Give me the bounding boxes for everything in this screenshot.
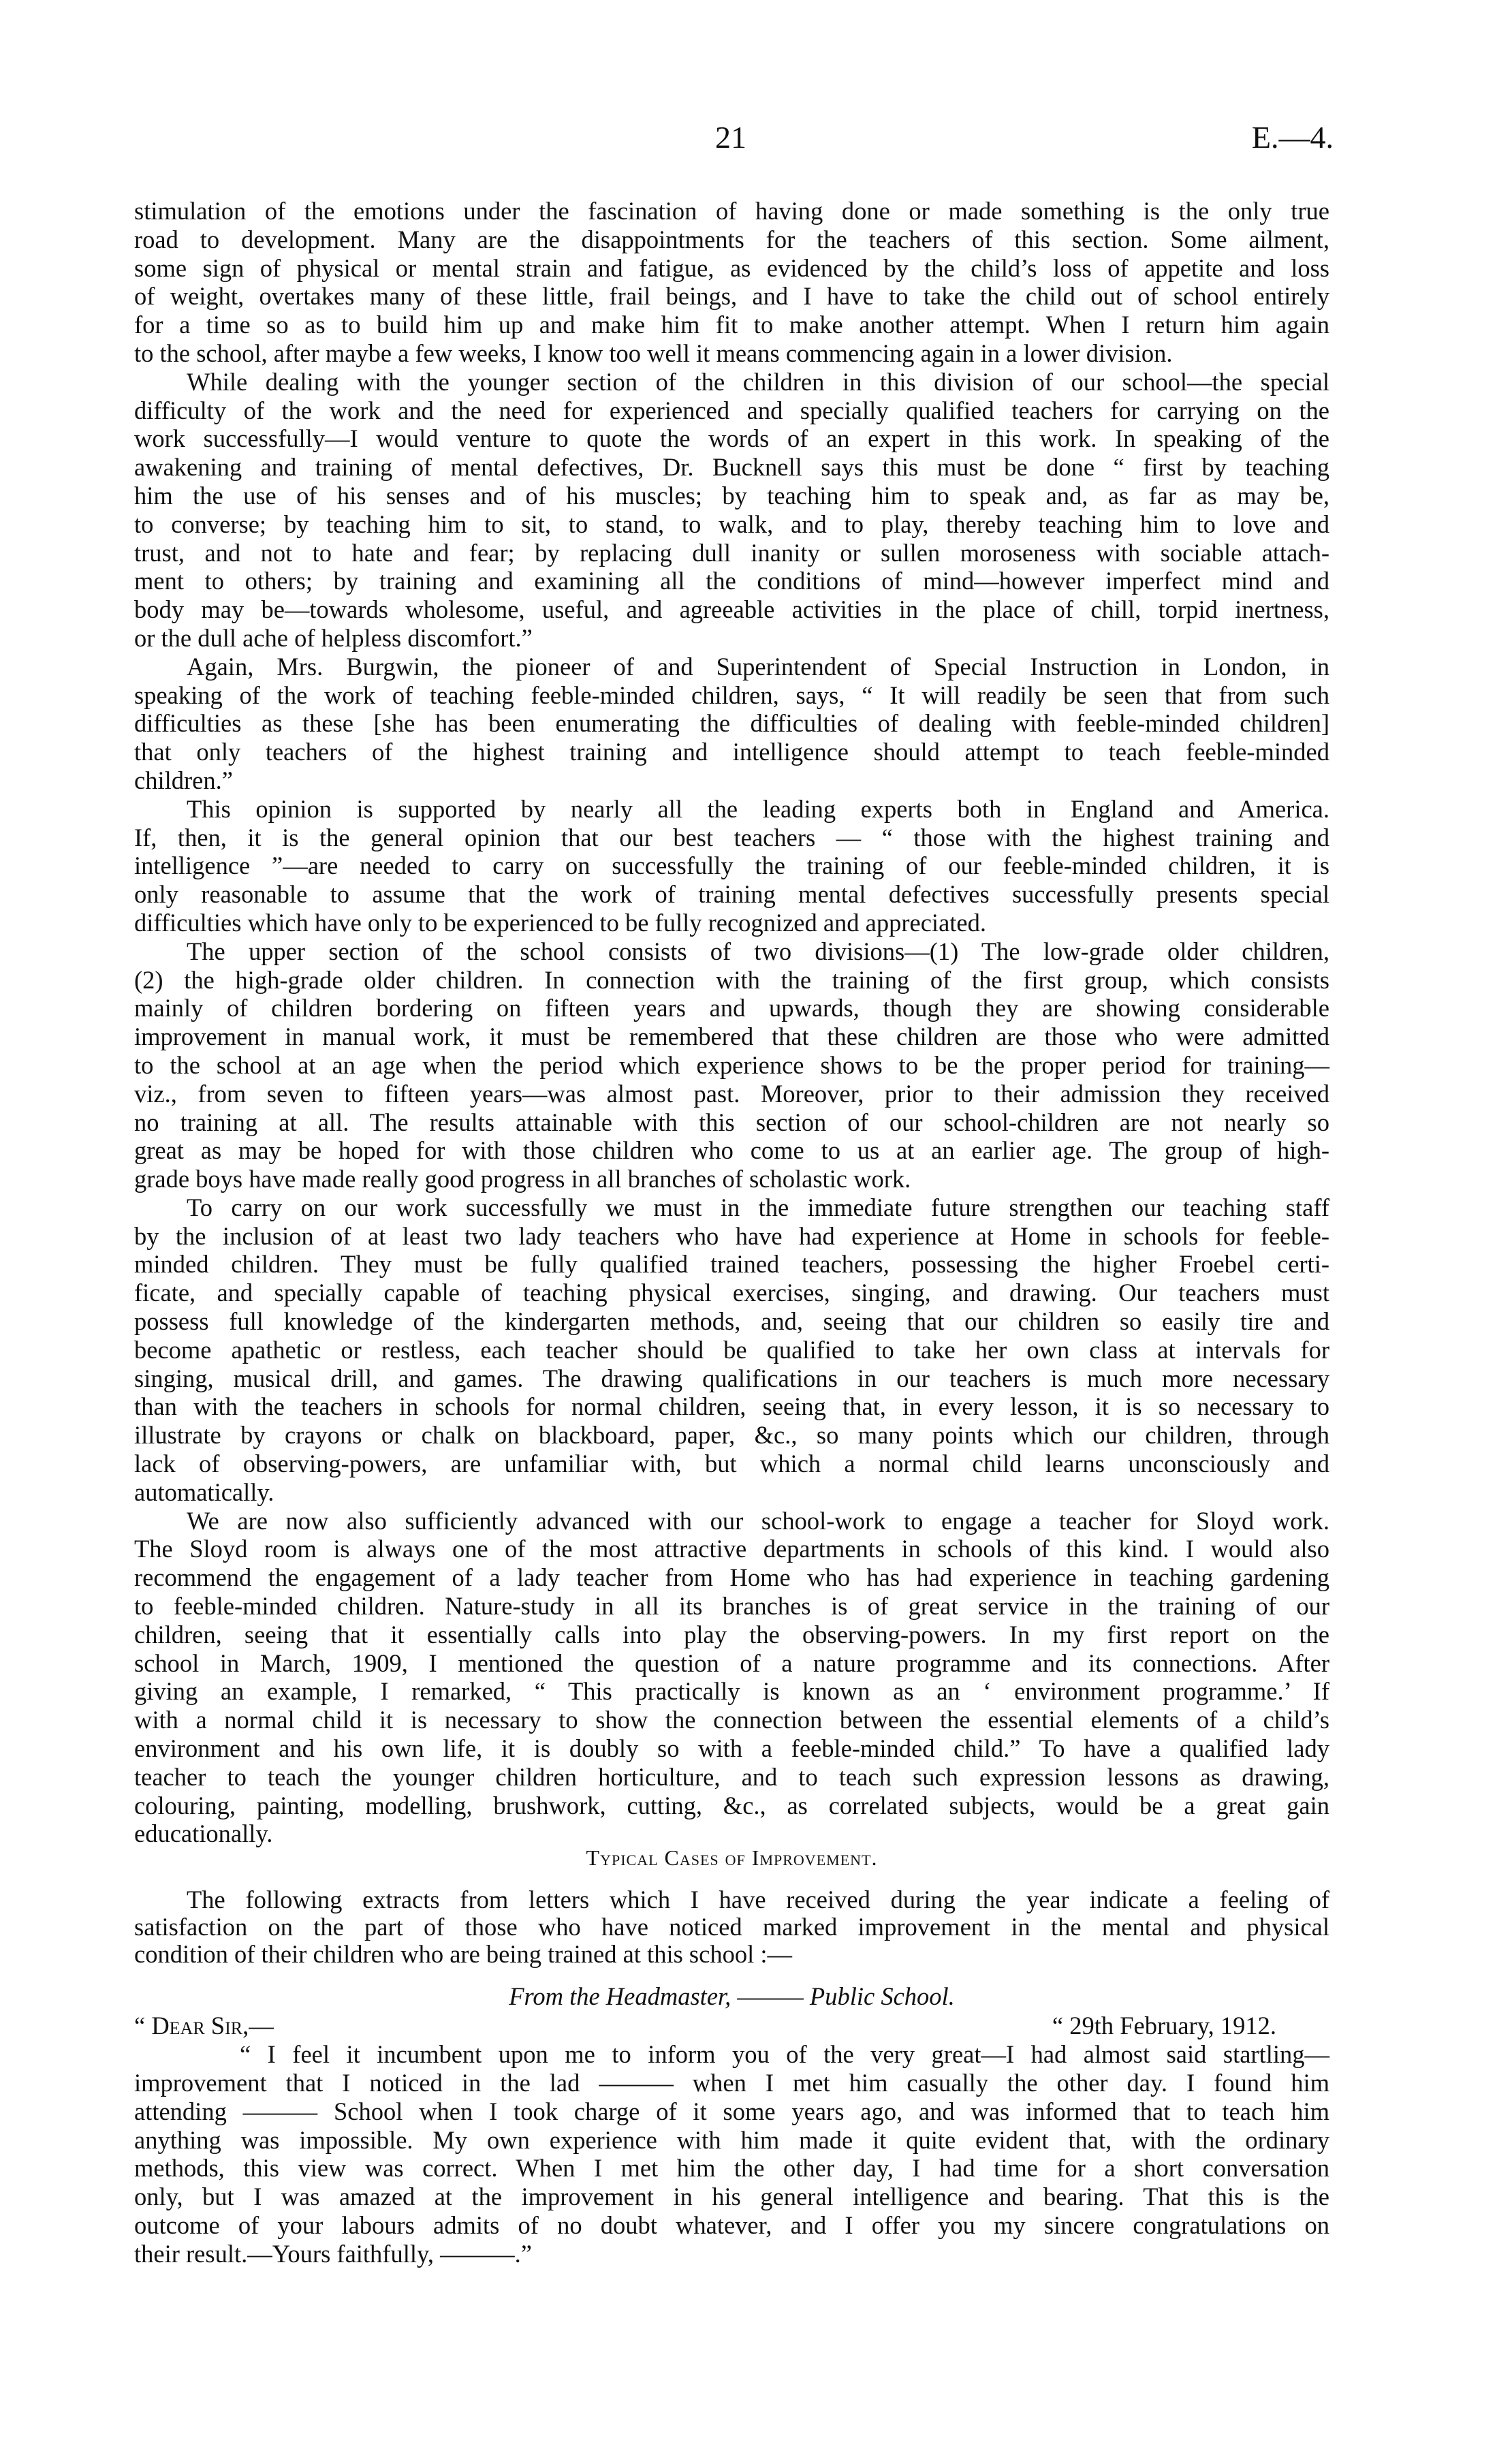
text-line: intelligence ”—are needed to carry on successfully the training of our feeble-minded children, it is (134, 851, 1329, 880)
text-line: speaking of the work of teaching feeble-minded children, says, “ It will readily be seen that from such (134, 681, 1329, 709)
page-number: 21 (715, 120, 746, 155)
text-line: ficate, and specially capable of teaching physical exercises, singing, and drawing. Our teachers must (134, 1279, 1329, 1307)
text-line: road to development. Many are the disappointments for the teachers of this section. Some ailment, (134, 225, 1329, 253)
text-line: environment and his own life, it is doubly so with a feeble-minded child.” To have a qualified lady (134, 1734, 1329, 1763)
intro-paragraph (134, 1886, 1329, 1968)
body-paragraphs (134, 197, 1329, 1848)
document-body (134, 197, 1329, 2268)
text-line: their result.—Yours faithfully, ———.” (134, 2239, 532, 2268)
text-line: difficulty of the work and the need for experienced and specially qualified teachers for carrying on the (134, 396, 1329, 424)
text-line: giving an example, I remarked, “ This practically is known as an ‘ environment programme.’ If (134, 1677, 1329, 1706)
text-line: him the use of his senses and of his muscles; by teaching him to speak and, as far as may be, (134, 481, 1329, 510)
text-line: singing, musical drill, and games. The drawing qualifications in our teachers is much more necessary (134, 1364, 1329, 1392)
text-line: to converse; by teaching him to sit, to stand, to walk, and to play, thereby teaching him to love and (134, 510, 1329, 538)
text-line: to the school at an age when the period which experience shows to be the proper period for training— (134, 1050, 1329, 1079)
paragraph (134, 368, 1329, 653)
paragraph (134, 197, 1329, 368)
text-line: To carry on our work successfully we must in the immediate future strengthen our teaching staff (187, 1193, 1329, 1221)
document-reference: E.—4. (1251, 120, 1334, 155)
text-line: no training at all. The results attainable with this section of our school-children are not nearly so (134, 1108, 1329, 1136)
text-line: children, seeing that it essentially calls into play the observing-powers. In my first report on the (134, 1620, 1329, 1648)
text-line: become apathetic or restless, each teacher should be qualified to take her own class at intervals for (134, 1335, 1329, 1364)
text-line: awakening and training of mental defectives, Dr. Bucknell says this must be done “ first by teaching (134, 453, 1329, 482)
paragraph (134, 1193, 1329, 1507)
text-line: or the dull ache of helpless discomfort.” (134, 623, 533, 652)
text-line: The following extracts from letters which I have received during the year indicate a feeling of (187, 1886, 1329, 1914)
text-line: educationally. (134, 1819, 273, 1848)
text-line: We are now also sufficiently advanced with our school-work to engage a teacher for Sloyd work. (187, 1506, 1329, 1535)
text-line: viz., from seven to fifteen years—was almost past. Moreover, prior to their admission they received (134, 1079, 1329, 1108)
text-line: improvement that I noticed in the lad ——— when I met him casually the other day. I found him (134, 2069, 1329, 2097)
text-line: work successfully—I would venture to quote the words of an expert in this work. In speaking of the (134, 424, 1329, 453)
text-line: difficulties as these [she has been enumerating the difficulties of dealing with feeble-minded children] (134, 709, 1329, 738)
text-line: colouring, painting, modelling, brushwork, cutting, &c., as correlated subjects, would be a great gain (134, 1791, 1329, 1819)
paragraph (134, 937, 1329, 1193)
paragraph (134, 1507, 1329, 1849)
text-line: satisfaction on the part of those who have noticed marked improvement in the mental and physical (134, 1913, 1329, 1941)
text-line: attending ——— School when I took charge of it some years ago, and was informed that to teach him (134, 2097, 1329, 2125)
text-line: difficulties which have only to be experienced to be fully recognized and appreciated. (134, 908, 986, 937)
text-line: only reasonable to assume that the work of training mental defectives successfully presents special (134, 880, 1329, 909)
text-line: stimulation of the emotions under the fascination of having done or made something is the only true (134, 197, 1329, 225)
letter-source: From the Headmaster, ——— Public School. (509, 1982, 955, 2011)
text-line: This opinion is supported by nearly all the leading experts both in England and America. (187, 794, 1329, 823)
text-line: ment to others; by training and examining all the conditions of mind—however imperfect mind and (134, 567, 1329, 595)
text-line: grade boys have made really good progress in all branches of scholastic work. (134, 1165, 911, 1193)
text-line: that only teachers of the highest training and intelligence should attempt to teach feeble-minded (134, 738, 1329, 766)
text-line: for a time so as to build him up and make him fit to make another attempt. When I return him again (134, 311, 1329, 339)
text-line: condition of their children who are being trained at this school :— (134, 1940, 792, 1969)
text-line: children.” (134, 766, 233, 794)
text-line: only, but I was amazed at the improvement in his general intelligence and bearing. That this is the (134, 2183, 1329, 2211)
section-heading: Typical Cases of Improvement. (586, 1845, 878, 1871)
paragraph (134, 1886, 1329, 1968)
text-line: body may be—towards wholesome, useful, and agreeable activities in the place of chill, torpid inertness, (134, 595, 1329, 624)
text-line: school in March, 1909, I mentioned the question of a nature programme and its connections. After (134, 1648, 1329, 1677)
text-line: mainly of children bordering on fifteen years and upwards, though they are showing considerable (134, 994, 1329, 1022)
text-line: trust, and not to hate and fear; by replacing dull inanity or sullen moroseness with sociable attach- (134, 538, 1329, 567)
text-line: “ I feel it incumbent upon me to inform you of the very great—I had almost said startling— (240, 2040, 1329, 2069)
text-line: automatically. (134, 1478, 274, 1506)
text-line: some sign of physical or mental strain and fatigue, as evidenced by the child’s loss of appetite and loss (134, 253, 1329, 282)
text-line: The upper section of the school consists of two divisions—(1) The low-grade older children, (187, 937, 1329, 965)
text-line: The Sloyd room is always one of the most attractive departments in schools of this kind. I would also (134, 1535, 1329, 1563)
text-line: with a normal child it is necessary to show the connection between the essential elements of a child’s (134, 1706, 1329, 1734)
text-line: (2) the high-grade older children. In connection with the training of the first group, which consists (134, 965, 1329, 994)
text-line: recommend the engagement of a lady teacher from Home who has had experience in teaching gardening (134, 1563, 1329, 1592)
text-line: teacher to teach the younger children horticulture, and to teach such expression lessons as drawing, (134, 1762, 1329, 1791)
letter-body (134, 2040, 1329, 2268)
text-line: minded children. They must be fully qualified trained teachers, possessing the higher Froebel certi- (134, 1250, 1329, 1279)
text-line: by the inclusion of at least two lady teachers who have had experience at Home in schools for feeble- (134, 1221, 1329, 1250)
letter-salutation: “ Dear Sir,— (134, 2012, 274, 2040)
text-line: improvement in manual work, it must be remembered that these children are those who were admitted (134, 1022, 1329, 1051)
paragraph (134, 795, 1329, 937)
text-line: illustrate by crayons or chalk on blackboard, paper, &c., so many points which our children, through (134, 1421, 1329, 1450)
text-line: While dealing with the younger section of the children in this division of our school—the special (187, 367, 1329, 396)
text-line: outcome of your labours admits of no doubt whatever, and I offer you my sincere congratulations on (134, 2211, 1329, 2239)
text-line: great as may be hoped for with those children who come to us at an earlier age. The group of high- (134, 1136, 1329, 1165)
letter-header (134, 2012, 1329, 2040)
letter-date: “ 29th February, 1912. (1052, 2012, 1276, 2040)
text-line: to feeble-minded children. Nature-study in all its branches is of great service in the training of our (134, 1592, 1329, 1621)
text-line: than with the teachers in schools for normal children, seeing that, in every lesson, it is so necessary to (134, 1392, 1329, 1421)
text-line: Again, Mrs. Burgwin, the pioneer of and Superintendent of Special Instruction in London, in (187, 652, 1329, 681)
text-line: If, then, it is the general opinion that our best teachers — “ those with the highest training and (134, 823, 1329, 851)
text-line: of weight, overtakes many of these little, frail beings, and I have to take the child out of school entirely (134, 282, 1329, 311)
text-line: to the school, after maybe a few weeks, I know too well it means commencing again in a lower division. (134, 339, 1173, 367)
text-line: lack of observing-powers, are unfamiliar with, but which a normal child learns unconsciously and (134, 1450, 1329, 1478)
text-line: anything was impossible. My own experience with him made it quite evident that, with the ordinary (134, 2125, 1329, 2154)
text-line: possess full knowledge of the kindergarten methods, and, seeing that our children so easily tire and (134, 1307, 1329, 1336)
paragraph (134, 653, 1329, 795)
paragraph (134, 2040, 1329, 2268)
text-line: methods, this view was correct. When I met him the other day, I had time for a short conversation (134, 2154, 1329, 2183)
